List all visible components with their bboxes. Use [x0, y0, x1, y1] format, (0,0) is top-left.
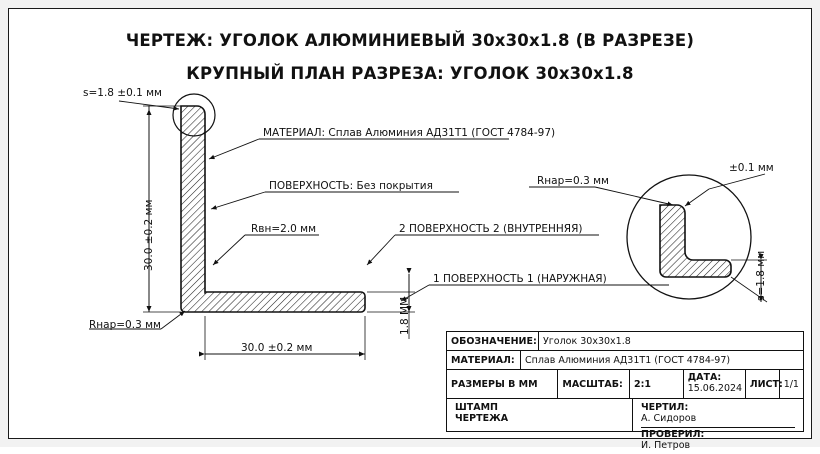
title-block-row-units-scale — [447, 370, 803, 399]
detail-outer-radius: Rнар=0.3 мм — [537, 175, 609, 187]
signatures-cell — [633, 399, 803, 451]
detail-thickness: s=1.8 мм — [755, 250, 767, 301]
note-surface-2: 2 ПОВЕРХНОСТЬ 2 (ВНУТРЕННЯЯ) — [399, 223, 583, 235]
checked-line — [641, 427, 795, 452]
sheet-value: 1/1 — [783, 378, 799, 390]
date-label: ДАТА: — [687, 372, 722, 383]
designation-value: Уголок 30х30х1.8 — [543, 335, 631, 347]
stamp-word-line1: ШТАМП — [455, 402, 498, 413]
drawn-label: ЧЕРТИЛ: — [641, 402, 689, 413]
sheet-label: ЛИСТ: — [746, 370, 780, 398]
drawing-frame — [8, 8, 812, 451]
title-block — [446, 331, 804, 451]
checked-value: И. Петров — [641, 439, 691, 451]
note-surface: ПОВЕРХНОСТЬ: Без покрытия — [269, 180, 433, 192]
material-value: Сплав Алюминия АД31Т1 (ГОСТ 4784-97) — [525, 354, 731, 366]
drawn-line — [641, 403, 795, 425]
dim-height: 30.0 ±0.2 мм — [143, 199, 155, 271]
designation-label: ОБОЗНАЧЕНИЕ: — [447, 332, 539, 350]
dim-leg-thickness: 1.8 ММ — [399, 296, 411, 335]
title-block-row-signatures — [447, 399, 803, 451]
dim-width: 30.0 ±0.2 мм — [241, 342, 313, 354]
dim-thickness-top: s=1.8 ±0.1 мм — [83, 87, 162, 99]
note-inner-radius: Rвн=2.0 мм — [251, 223, 317, 235]
page-title-detail: КРУПНЫЙ ПЛАН РАЗРЕЗА: УГОЛОК 30х30х1.8 — [186, 64, 634, 83]
page-title-main: ЧЕРТЕЖ: УГОЛОК АЛЮМИНИЕВЫЙ 30х30х1.8 (В РАЗРЕЗЕ) — [125, 31, 695, 50]
material-label: МАТЕРИАЛ: — [447, 351, 521, 369]
note-outer-radius: Rнар=0.3 мм — [89, 319, 161, 331]
detail-tolerance: ±0.1 мм — [729, 162, 774, 174]
note-surface-1: 1 ПОВЕРХНОСТЬ 1 (НАРУЖНАЯ) — [433, 273, 607, 285]
title-block-row-designation — [447, 332, 803, 351]
date-cell — [684, 370, 746, 398]
units-label: РАЗМЕРЫ В ММ — [447, 370, 558, 398]
note-material: МАТЕРИАЛ: Сплав Алюминия АД31Т1 (ГОСТ 4784-97) — [263, 127, 556, 139]
stamp-word-cell — [447, 399, 633, 431]
detail-magnified-corner — [627, 175, 751, 299]
scale-label: МАСШТАБ: — [558, 370, 630, 398]
checked-label: ПРОВЕРИЛ: — [641, 428, 705, 440]
title-block-row-material — [447, 351, 803, 370]
scale-value: 2:1 — [630, 370, 684, 398]
stamp-word-line2: ЧЕРТЕЖА — [455, 412, 509, 424]
date-value: 15.06.2024 — [687, 382, 743, 394]
drawn-value: А. Сидоров — [641, 412, 697, 424]
